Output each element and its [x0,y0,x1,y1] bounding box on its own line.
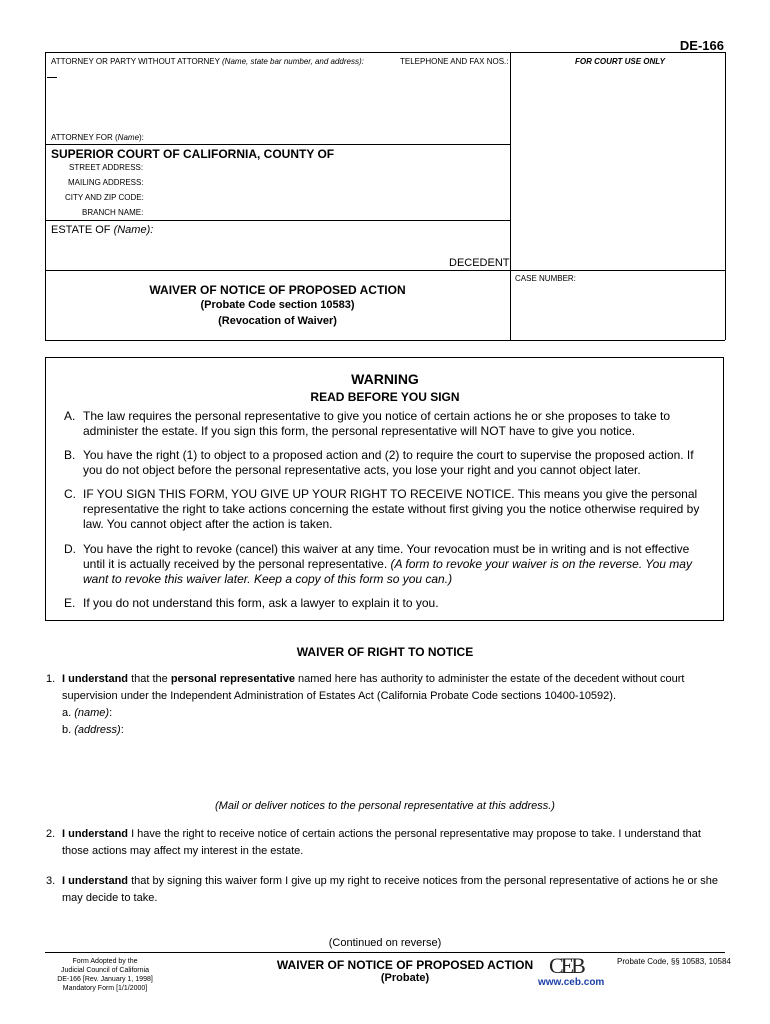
warning-subtitle: READ BEFORE YOU SIGN [310,390,460,404]
header-bottom-border [45,340,725,341]
header-divider [510,52,511,340]
estate-bottom-line [45,270,725,271]
ceb-url-link[interactable]: www.ceb.com [538,977,605,988]
form-subtitle-code: (Probate Code section 10583) [200,299,355,311]
form-adopted-block [45,957,165,993]
waiver-item-3: 3. I understand that by signing this waiver form I give up my right to receive notices from the personal representative of actions he or she may decide to take. [46,875,719,904]
warning-item-a: A. The law requires the personal representative to give you notice of certain actions he or she proposes to take to administer the estate. If you sign this form, the personal representative will NOT have to give you notice. [64,409,671,438]
city-zip-label: CITY AND ZIP CODE: [65,193,144,202]
court-use-label: FOR COURT USE ONLY [575,57,665,66]
adopted-line-4: Mandatory Form [1/1/2000] [62,985,148,992]
form-title: WAIVER OF NOTICE OF PROPOSED ACTION [149,283,406,297]
attorney-for-label: ATTORNEY FOR (Name): [51,133,144,142]
ceb-logo: CEB [549,953,583,978]
attorney-bottom-line [45,144,510,145]
waiver-item-1b: b. (address): [62,724,124,736]
waiver-section-title: WAIVER OF RIGHT TO NOTICE [296,645,474,659]
waiver-item-1: 1. I understand that the personal representative named here has authority to administer the estate of the decedent without court supervision under the Independent Administration of Estates Act (California Probate Code sections 10400-10592). [46,673,685,702]
decedent-label: DECEDENT [449,257,510,269]
mail-note: (Mail or deliver notices to the personal representative at this address.) [215,800,555,812]
footer-subtitle: (Probate) [380,972,430,984]
form-number: DE-166 [679,38,724,53]
header-right-border [725,52,726,340]
warning-item-b: B. You have the right (1) to object to a proposed action and (2) to require the court to supervise the proposed action. If you do not object before the personal representative acts, you lose your right and you cannot object later. [64,448,694,477]
mailing-address-label: MAILING ADDRESS: [68,178,144,187]
warning-title: WARNING [351,371,419,387]
warning-item-c: C. IF YOU SIGN THIS FORM, YOU GIVE UP YOUR RIGHT TO RECEIVE NOTICE. This means you give the personal representative the right to take actions concerning the estate without first giving you the notice otherwise required by law. You cannot object after the action is taken. [64,487,700,531]
continued-note: (Continued on reverse) [328,937,442,949]
adopted-line-2: Judicial Council of California [61,967,149,974]
court-bottom-line [45,220,510,221]
probate-code-reference: Probate Code, §§ 10583, 10584 [617,957,731,966]
adopted-line-3: DE-166 [Rev. January 1, 1998] [57,976,153,983]
phone-label: TELEPHONE AND FAX NOS.: [400,57,509,66]
warning-item-d: D. You have the right to revoke (cancel) this waiver at any time. Your revocation must be in writing and is not effective until it is actually received by the personal representative. (A form to revoke your waiver is on the reverse. You may want to revoke this waiver later. Keep a copy of this form so you can.) [64,542,692,586]
warning-item-e: E. If you do not understand this form, ask a lawyer to explain it to you. [64,596,439,610]
header-top-border [45,52,725,53]
waiver-item-2: 2. I understand I have the right to receive notice of certain actions the personal representative may propose to take. I understand that those actions may affect my interest in the estate. [46,828,701,857]
adopted-line-1: Form Adopted by the [72,958,138,965]
attorney-dash [47,77,57,78]
street-address-label: STREET ADDRESS: [69,163,144,172]
case-number-label: CASE NUMBER: [515,274,576,283]
attorney-label: ATTORNEY OR PARTY WITHOUT ATTORNEY (Name, state bar number, and address): [51,57,364,66]
court-title: SUPERIOR COURT OF CALIFORNIA, COUNTY OF [51,147,335,161]
waiver-item-1a: a. (name): [62,707,113,719]
branch-name-label: BRANCH NAME: [82,208,144,217]
footer-top-line [45,952,725,953]
footer-title: WAIVER OF NOTICE OF PROPOSED ACTION [276,958,534,972]
form-subtitle-revocation: (Revocation of Waiver) [218,315,337,327]
estate-label: ESTATE OF (Name): [51,224,154,236]
